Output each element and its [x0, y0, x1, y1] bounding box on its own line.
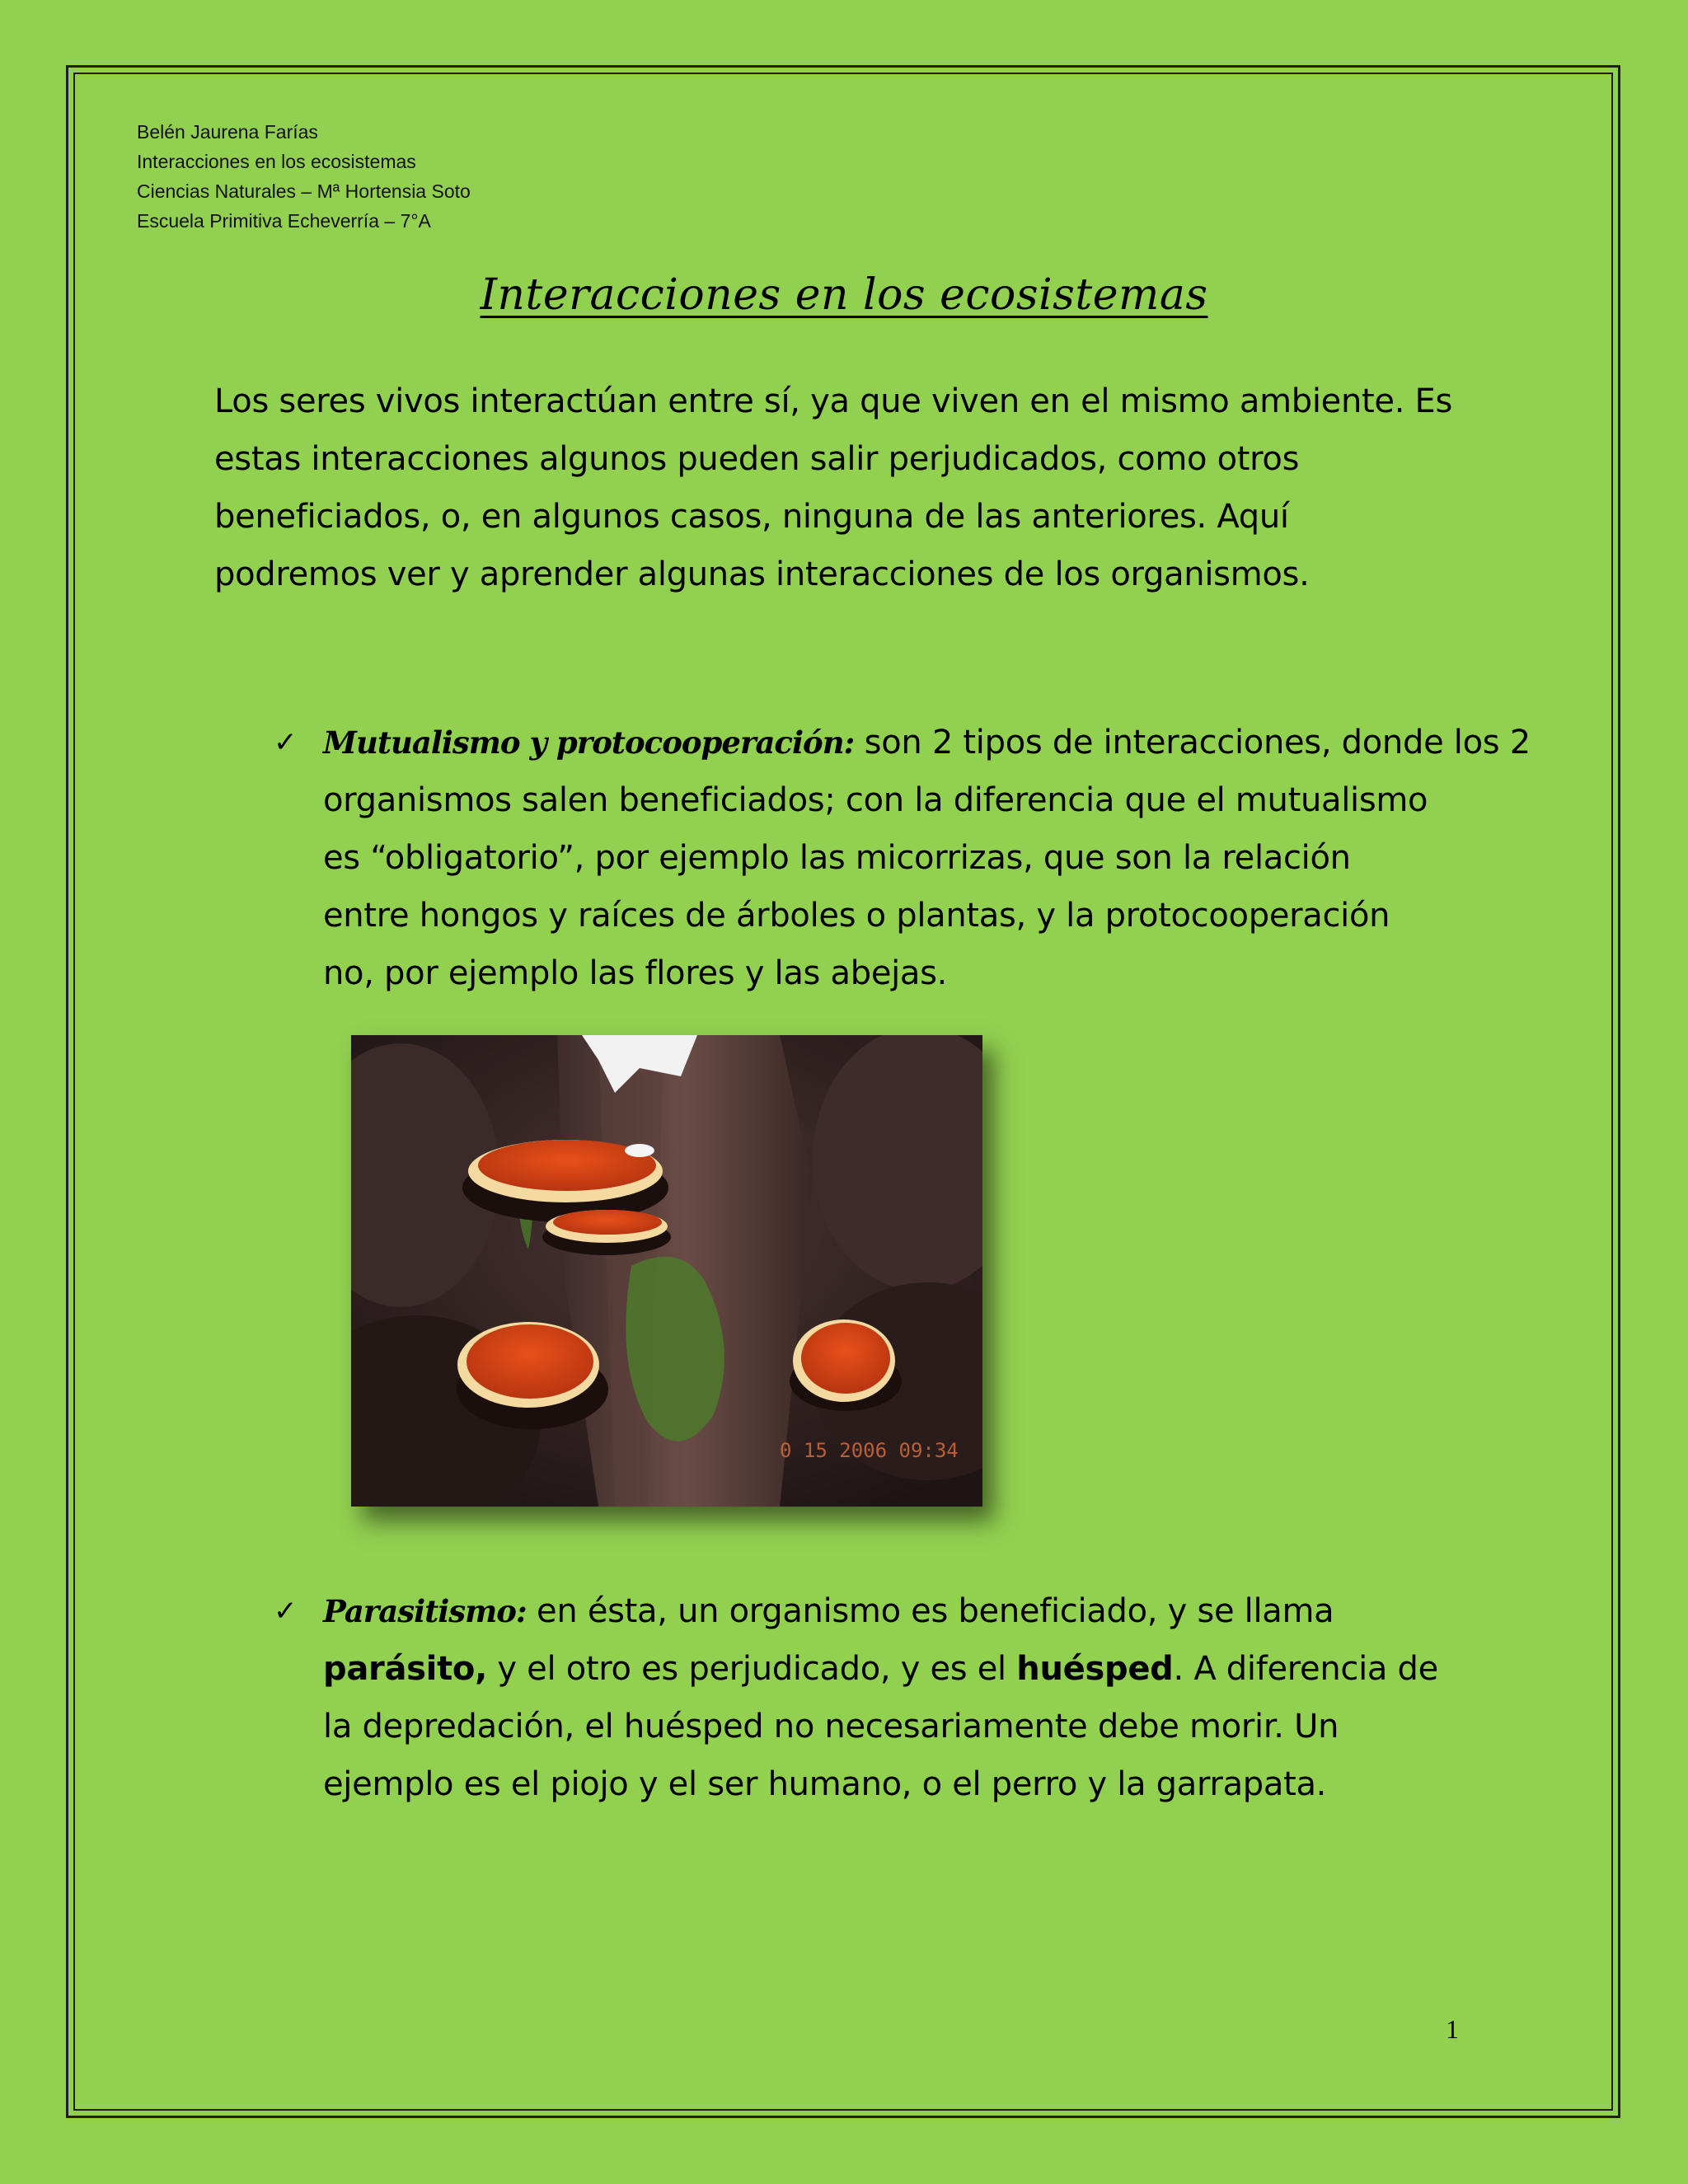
intro-line: podremos ver y aprender algunas interacciones de los organismos. — [214, 555, 1310, 593]
bullet-line: es “obligatorio”, por ejemplo las micorrizas, que son la relación — [323, 839, 1351, 877]
checkmark-icon: ✓ — [274, 726, 298, 759]
bullet-text: son 2 tipos de interacciones, donde los 2 — [854, 724, 1531, 762]
intro-line: estas interacciones algunos pueden salir perjudicados, como otros — [214, 440, 1300, 478]
intro-line: beneficiados, o, en algunos casos, ninguna de las anteriores. Aquí — [214, 498, 1289, 536]
bold-huesped: huésped — [1016, 1650, 1174, 1688]
bullet-mutualismo — [274, 714, 1531, 1002]
bullet-line — [274, 1640, 1469, 1698]
bullet-text: en ésta, un organismo es beneficiado, y se llama — [526, 1592, 1334, 1630]
document-header — [137, 117, 471, 236]
intro-paragraph — [214, 373, 1467, 603]
bullet-line: entre hongos y raíces de árboles o plantas, y la protocooperación — [323, 897, 1390, 935]
bold-parasito: parásito, — [323, 1650, 487, 1688]
bullet-parasitismo — [274, 1582, 1469, 1813]
bullet-line: organismos salen beneficiados; con la diferencia que el mutualismo — [323, 781, 1428, 819]
checkmark-icon: ✓ — [274, 1595, 298, 1628]
term-parasitismo: Parasitismo: — [323, 1593, 527, 1629]
bullet-line: ejemplo es el piojo y el ser humano, o el perro y la garrapata. — [323, 1765, 1327, 1803]
bullet-first-line — [274, 714, 1531, 771]
page-title — [0, 265, 1688, 325]
page-title-text: Interacciones en los ecosistemas — [480, 270, 1208, 320]
term-mutualismo: Mutualismo y protocooperación: — [323, 724, 855, 761]
header-school: Escuela Primitiva Echeverría – 7°A — [137, 210, 431, 232]
intro-line: Los seres vivos interactúan entre sí, ya que viven en el mismo ambiente. Es — [214, 382, 1453, 420]
page-number: 1 — [1446, 2014, 1459, 2044]
bullet-text: . A diferencia de — [1173, 1650, 1438, 1688]
header-course: Ciencias Naturales – Mª Hortensia Soto — [137, 180, 471, 202]
fungus-photo — [351, 1035, 982, 1507]
author-name: Belén Jaurena Farías — [137, 121, 318, 143]
bullet-line: no, por ejemplo las flores y las abejas. — [323, 954, 948, 992]
bullet-first-line — [274, 1582, 1469, 1640]
header-topic: Interacciones en los ecosistemas — [137, 151, 416, 172]
bullet-text: y el otro es perjudicado, y es el — [486, 1650, 1017, 1688]
bullet-line: la depredación, el huésped no necesariamente debe morir. Un — [323, 1708, 1339, 1746]
photo-timestamp: 0 15 2006 09:34 — [780, 1439, 959, 1462]
